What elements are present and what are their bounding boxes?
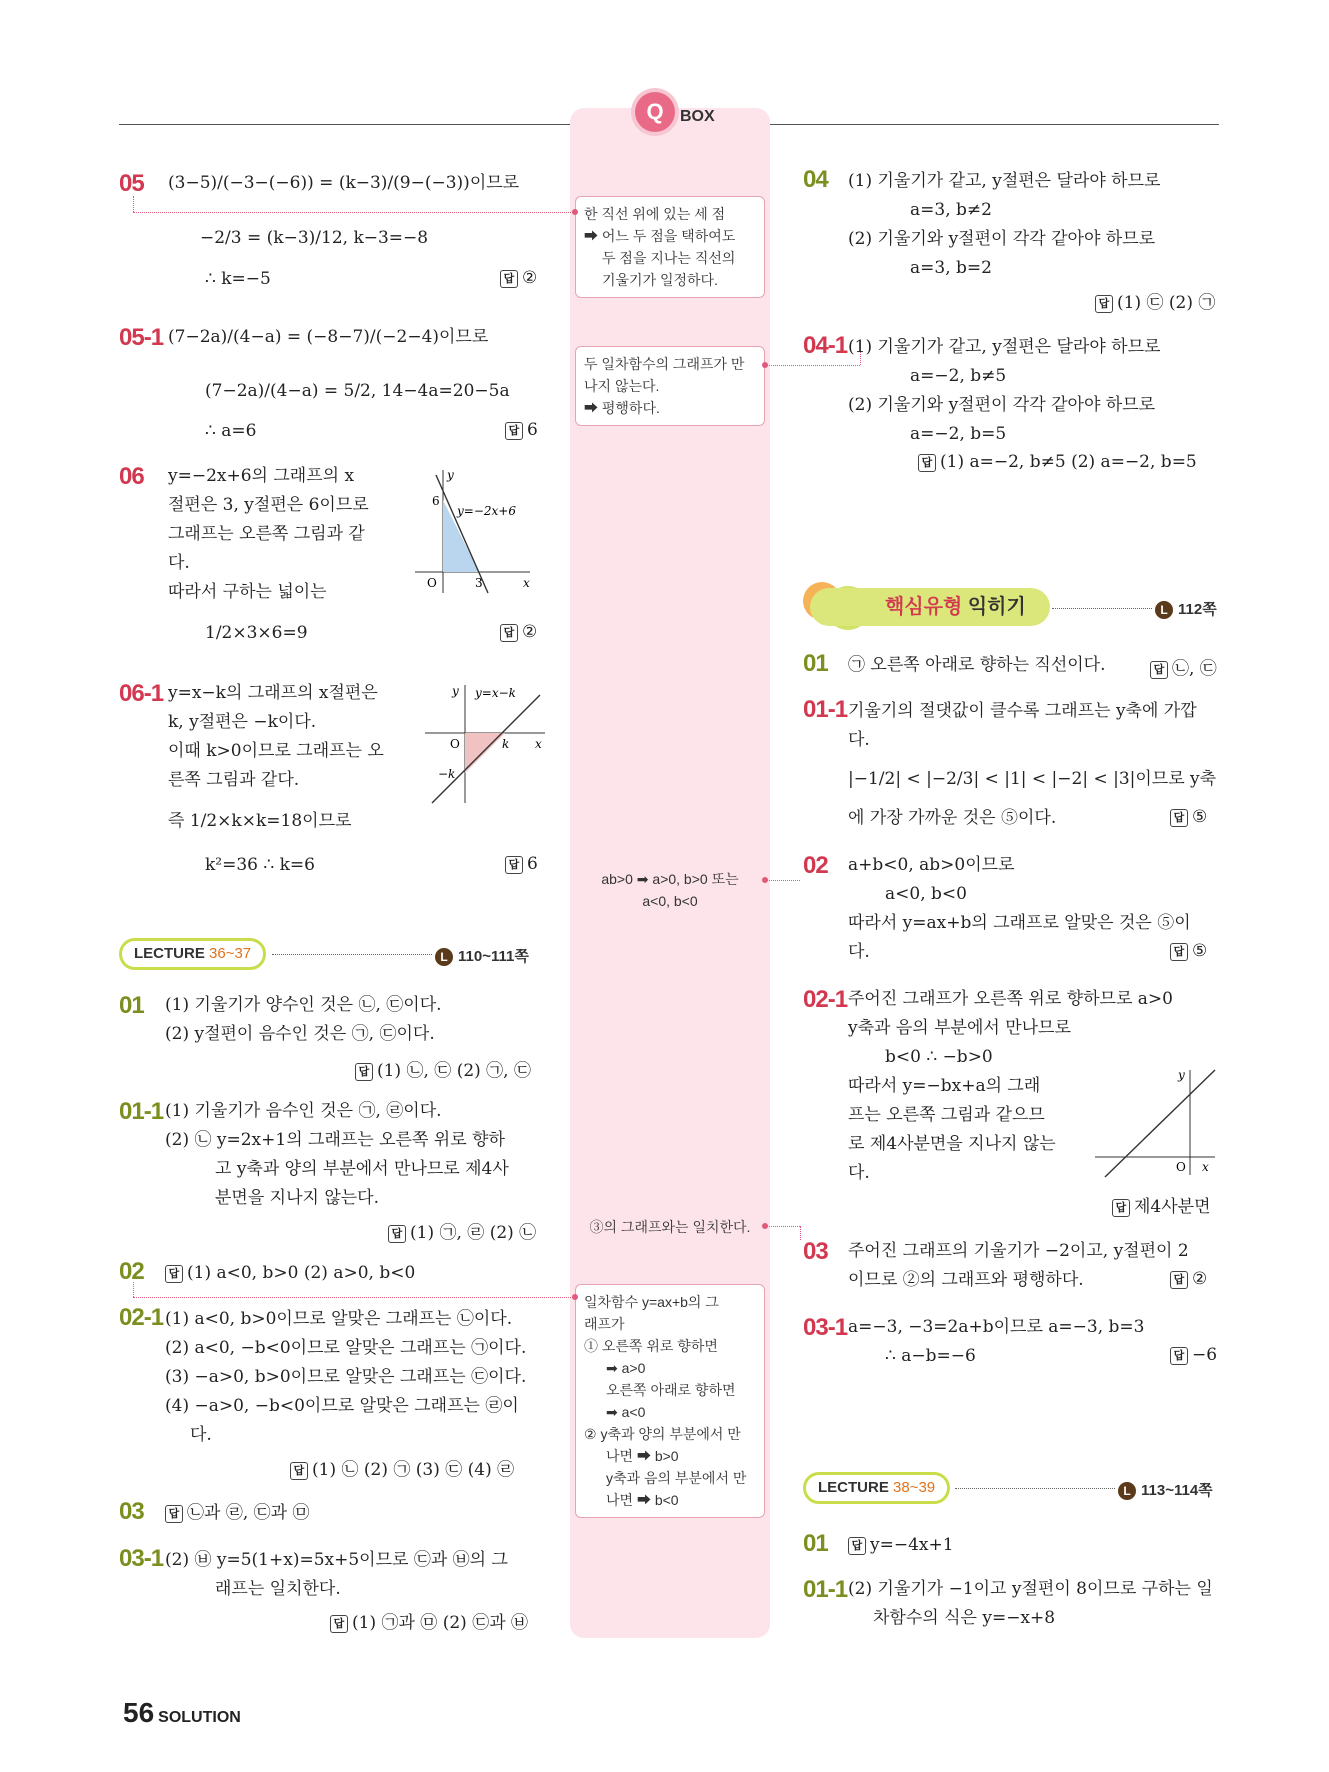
solution-line: (2) 기울기와 y절편이 각각 같아야 하므로 <box>848 395 1156 415</box>
solution-line: 다. <box>848 942 870 962</box>
answer: 답 ② <box>1170 1269 1207 1289</box>
problem-number: 03-1 <box>803 1314 848 1341</box>
problem-number: 01-1 <box>119 1098 164 1125</box>
solution-line: 에 가장 가까운 것은 ⑤이다. <box>848 808 1057 828</box>
answer: 답 (1) ㉢ (2) ㉠ <box>1095 288 1215 313</box>
solution-line: k, y절편은 −k이다. <box>168 712 317 732</box>
graph-line <box>1105 1070 1215 1177</box>
solution-line: 다. <box>848 1163 870 1183</box>
solution-line: y=x−k의 그래프의 x절편은 <box>168 683 378 703</box>
note-box: 한 직선 위에 있는 세 점 ➡ 어느 두 점을 택하여도 두 점을 지나는 직선의 기울기가 일정하다. <box>575 196 765 298</box>
solution-line: ∴ a=6 <box>205 421 257 441</box>
origin-label: O <box>427 576 437 590</box>
problem-number: 04-1 <box>803 332 848 359</box>
solution-line: 다. <box>190 1425 212 1445</box>
solution-line: (2) 기울기와 y절편이 각각 같아야 하므로 <box>848 229 1156 249</box>
answer-line: 답 ㉡과 ㉣, ㉢과 ㉤ <box>165 1500 309 1526</box>
problem-number: 05-1 <box>119 324 164 351</box>
connector <box>800 1226 801 1240</box>
note-text: ③의 그래프와는 일치한다. <box>589 1219 751 1235</box>
answer: 답 ② <box>500 622 537 642</box>
y-intercept-label: 6 <box>432 494 440 508</box>
solution-line: (2) a<0, −b<0이므로 알맞은 그래프는 ㉠이다. <box>165 1338 527 1358</box>
problem-number: 03 <box>803 1238 828 1265</box>
connector-dot <box>762 1223 768 1229</box>
connector-dot <box>572 1294 578 1300</box>
solution-line: ∴ k=−5 <box>205 269 271 289</box>
connector <box>765 365 860 366</box>
solution-line: a=−2, b≠5 <box>910 366 1007 386</box>
solution-line: 주어진 그래프의 기울기가 −2이고, y절편이 2 <box>848 1241 1189 1261</box>
graph-06-1 <box>420 683 550 808</box>
note-text: ab>0 ➡ a>0, b>0 또는 a<0, b<0 <box>601 871 739 909</box>
shaded-triangle <box>465 733 505 773</box>
y-axis-label: y <box>1178 1068 1185 1082</box>
solution-line: (1) 기울기가 음수인 것은 ㉠, ㉣이다. <box>165 1101 442 1121</box>
connector <box>765 1226 800 1227</box>
answer: 답 제4사분면 <box>1112 1192 1211 1217</box>
core-pages: L 112쪽 <box>1155 598 1217 619</box>
connector-dot <box>762 877 768 883</box>
problem-number: 03 <box>119 1498 144 1525</box>
solution-line: (1) 기울기가 같고, y절편은 달라야 하므로 <box>848 171 1161 191</box>
connector <box>133 1297 575 1298</box>
solution-line: 주어진 그래프가 오른쪽 위로 향하므로 a>0 <box>848 989 1173 1009</box>
graph-06 <box>405 465 535 595</box>
solution-line: a=3, b≠2 <box>910 200 992 220</box>
answer: 답 (1) ㉠과 ㉤ (2) ㉢과 ㉥ <box>330 1608 528 1633</box>
x-axis-label: x <box>535 737 542 751</box>
graph-equation: y=−2x+6 <box>457 504 516 518</box>
problem-number: 01 <box>803 1530 828 1557</box>
graph-02-1 <box>1090 1065 1220 1180</box>
lecture-pages: L 110~111쪽 <box>435 945 529 966</box>
solution-line: (2) ㉥ y=5(1+x)=5x+5이므로 ㉢과 ㉥의 그 <box>165 1550 508 1570</box>
problem-number: 01-1 <box>803 1576 848 1603</box>
solution-line: (7−2a)/(4−a) = (−8−7)/(−2−4)이므로 <box>168 327 489 347</box>
lecture-badge: LECTURE 36~37 <box>119 938 266 970</box>
solution-line: (1) 기울기가 양수인 것은 ㉡, ㉢이다. <box>165 995 442 1015</box>
answer: 답 (1) ㉠, ㉣ (2) ㉡ <box>388 1218 536 1243</box>
solution-line: 다. <box>848 730 870 750</box>
solution-line: b<0 ∴ −b>0 <box>885 1047 993 1067</box>
solution-line: 따라서 y=−bx+a의 그래 <box>848 1076 1041 1096</box>
problem-number: 06 <box>119 463 144 490</box>
problem-number: 04 <box>803 166 828 193</box>
answer: 답 (1) ㉡, ㉢ (2) ㉠, ㉢ <box>355 1056 531 1081</box>
answer: 답 −6 <box>1170 1345 1217 1365</box>
note-box: 두 일차함수의 그래프가 만 나지 않는다. ➡ 평행하다. <box>575 346 765 426</box>
solution-line: (2) y절편이 음수인 것은 ㉠, ㉢이다. <box>165 1024 435 1044</box>
solution-line: a=3, b=2 <box>910 258 992 278</box>
answer: 답 ⑤ <box>1170 807 1207 827</box>
solution-line: −2/3 = (k−3)/12, k−3=−8 <box>200 228 429 248</box>
lecture-pages: L 113~114쪽 <box>1118 1479 1213 1500</box>
solution-line: 따라서 y=ax+b의 그래프로 알맞은 것은 ⑤이 <box>848 913 1191 933</box>
solution-line: (4) −a>0, −b<0이므로 알맞은 그래프는 ㉣이 <box>165 1396 519 1416</box>
solution-line: (3−5)/(−3−(−6)) = (k−3)/(9−(−3))이므로 <box>168 173 520 193</box>
solution-line: 절편은 3, y절편은 6이므로 <box>168 495 369 515</box>
problem-number: 01 <box>119 992 144 1019</box>
x-axis-label: x <box>523 576 530 590</box>
connector-dot <box>762 362 768 368</box>
solution-line: a+b<0, ab>0이므로 <box>848 855 1015 875</box>
problem-number: 02 <box>119 1258 144 1285</box>
solution-line: 즉 1/2×k×k=18이므로 <box>168 811 352 831</box>
lecture-dotted-line <box>955 1488 1115 1489</box>
q-box-logo: Q <box>635 92 675 132</box>
core-section-title: 핵심유형 익히기 <box>810 588 1050 626</box>
solution-line: 이므로 ②의 그래프와 평행하다. <box>848 1270 1084 1290</box>
solution-line: ∴ a−b=−6 <box>885 1346 976 1366</box>
connector <box>133 1282 134 1297</box>
solution-line: 차함수의 식은 y=−x+8 <box>873 1608 1056 1628</box>
graph-equation: y=x−k <box>475 686 516 700</box>
page-footer: 56 SOLUTION <box>123 1697 241 1728</box>
solution-line: k²=36 ∴ k=6 <box>205 855 315 875</box>
problem-number: 02-1 <box>119 1304 164 1331</box>
graph-line <box>432 695 540 803</box>
solution-line: 래프는 일치한다. <box>215 1579 341 1599</box>
problem-number: 03-1 <box>119 1545 164 1572</box>
answer: 답 ② <box>500 268 537 288</box>
x-intercept-label: k <box>502 737 510 751</box>
connector <box>133 212 575 213</box>
answer: 답 (1) a=−2, b≠5 (2) a=−2, b=5 <box>918 452 1197 472</box>
solution-line: y=−2x+6의 그래프의 x <box>168 466 355 486</box>
problem-number: 05 <box>119 170 144 197</box>
solution-line: (2) 기울기가 −1이고 y절편이 8이므로 구하는 일 <box>848 1579 1213 1599</box>
connector <box>133 196 134 212</box>
answer: 답 6 <box>505 420 538 440</box>
origin-label: O <box>1176 1160 1186 1174</box>
answer: 답 (1) ㉡ (2) ㉠ (3) ㉢ (4) ㉣ <box>290 1455 514 1480</box>
solution-line: 분면을 지나지 않는다. <box>215 1188 380 1208</box>
lecture-dotted-line <box>272 954 432 955</box>
q-box-label: BOX <box>680 108 715 125</box>
solution-line: 프는 오른쪽 그림과 같으므 <box>848 1105 1045 1125</box>
solution-line: y축과 음의 부분에서 만나므로 <box>848 1018 1071 1038</box>
answer: 답 ⑤ <box>1170 941 1207 961</box>
solution-line: 이때 k>0이므로 그래프는 오 <box>168 741 384 761</box>
solution-line: 로 제4사분면을 지나지 않는 <box>848 1134 1056 1154</box>
lecture-badge: LECTURE 38~39 <box>803 1472 950 1504</box>
solution-line: 른쪽 그림과 같다. <box>168 770 300 790</box>
solution-line: 그래프는 오른쪽 그림과 같 <box>168 524 365 544</box>
solution-line: 다. <box>168 553 190 573</box>
solution-line: 고 y축과 양의 부분에서 만나므로 제4사 <box>215 1159 509 1179</box>
core-dotted-line <box>1052 608 1152 609</box>
problem-number: 01 <box>803 650 828 677</box>
solution-line: (2) ㉡ y=2x+1의 그래프는 오른쪽 위로 향하 <box>165 1130 505 1150</box>
solution-line: (1) a<0, b>0이므로 알맞은 그래프는 ㉡이다. <box>165 1309 513 1329</box>
problem-number: 06-1 <box>119 680 164 707</box>
answer: 답 ㉡, ㉢ <box>1150 654 1217 679</box>
solution-line: (1) 기울기가 같고, y절편은 달라야 하므로 <box>848 337 1161 357</box>
connector-dot <box>572 209 578 215</box>
problem-number: 02-1 <box>803 986 848 1013</box>
solution-line: (7−2a)/(4−a) = 5/2, 14−4a=20−5a <box>205 381 510 401</box>
solution-line: ㉠ 오른쪽 아래로 향하는 직선이다. <box>848 655 1106 675</box>
answer-line: 답 y=−4x+1 <box>848 1532 954 1558</box>
connector <box>765 880 800 881</box>
problem-number: 01-1 <box>803 696 848 723</box>
x-axis-label: x <box>1202 1160 1209 1174</box>
solution-line: 따라서 구하는 넓이는 <box>168 582 327 602</box>
note-box: 일차함수 y=ax+b의 그 래프가 ① 오른쪽 위로 향하면 ➡ a>0 오른쪽 아래로 향하면 ➡ a<0 ② y축과 양의 부분에서 만 나면 ➡ b>0 y축과 음의 부분에서 만 나면 ➡ b<0 <box>575 1284 765 1518</box>
solution-line: 기울기의 절댓값이 클수록 그래프는 y축에 가깝 <box>848 701 1197 721</box>
y-axis-label: y <box>447 468 454 482</box>
origin-label: O <box>450 737 460 751</box>
solution-line: a=−2, b=5 <box>910 424 1007 444</box>
answer: 답 6 <box>505 854 538 874</box>
solution-line: 1/2×3×6=9 <box>205 623 308 643</box>
solution-line: (3) −a>0, b>0이므로 알맞은 그래프는 ㉢이다. <box>165 1367 527 1387</box>
solution-line: a<0, b<0 <box>885 884 967 904</box>
solution-line: |−1/2| < |−2/3| < |1| < |−2| < |3|이므로 y축 <box>848 769 1217 789</box>
solution-line: a=−3, −3=2a+b이므로 a=−3, b=3 <box>848 1317 1145 1337</box>
problem-number: 02 <box>803 852 828 879</box>
answer-line: 답 (1) a<0, b>0 (2) a>0, b<0 <box>165 1260 415 1286</box>
x-intercept-label: 3 <box>475 576 483 590</box>
y-axis-label: y <box>452 684 459 698</box>
y-intercept-label: −k <box>438 767 456 781</box>
